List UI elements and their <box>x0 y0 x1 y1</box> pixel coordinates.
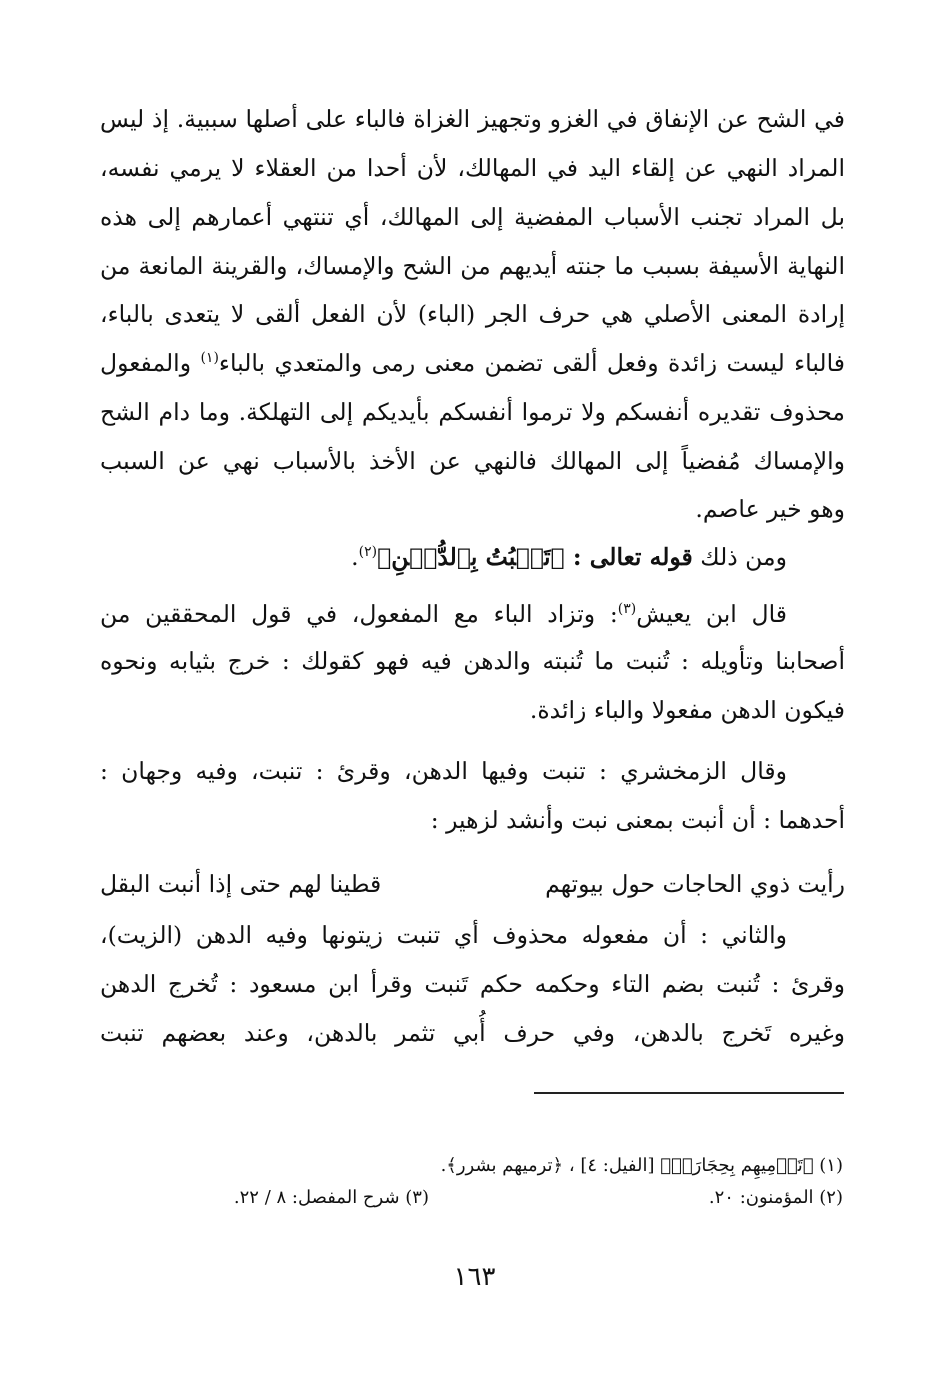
para3-line-2: أحدهما : أن أنبت بمعنى نبت وأنشد لزهير : <box>430 806 845 834</box>
footnote-ref-1: (١) <box>200 350 219 367</box>
para2-text: : وتزاد الباء مع المفعول، في قول المحققين من <box>100 600 618 628</box>
footnote-3: (٣) شرح المفصل: ٨ / ٢٢. <box>233 1187 429 1208</box>
footnote-1: (١) ﴿تَرۡمِيهِم بِحِجَارَةٖ﴾ [الفيل: ٤] ، ﴿ترميهم بشرر﴾. <box>440 1155 843 1176</box>
footnote-ref-2: (٢) <box>358 544 378 561</box>
body-line-1: في الشح عن الإنفاق في الغزو وتجهيز الغزاة فالباء على أصلها سببية. إذ ليس <box>100 105 845 133</box>
footnote-2: (٢) المؤمنون: ٢٠. <box>708 1187 843 1208</box>
para3-line-1: وقال الزمخشري : تنبت وفيها الدهن، وقرئ : تنبت، وفيه وجهان : <box>100 757 787 785</box>
body-line-6-end: والمفعول <box>100 349 201 377</box>
body-line-3: بل المراد تجنب الأسباب المفضية إلى المهالك، أي تنتهي أعمارهم إلى هذه <box>100 203 845 231</box>
verse-line <box>100 540 787 574</box>
verse-quote: قوله تعالى : ﴿تَنۢبُتُ بِٱلدُّهۡنِ﴾ <box>377 543 693 571</box>
page-number: ١٦٣ <box>453 1262 496 1292</box>
para4-line-3: وغيره تَخرج بالدهن، وفي حرف أُبي تثمر بالدهن، وعند بعضهم تنبت <box>100 1019 845 1047</box>
footnote-ref-3: (٣) <box>617 601 637 618</box>
body-line-6 <box>100 346 845 380</box>
verse-end: . <box>351 543 359 571</box>
body-line-4: النهاية الأسيفة بسبب ما جنته أيديهم من الشح والإمساك، والقرينة المانعة من <box>100 252 845 280</box>
body-line-8: والإمساك مُفضياً إلى المهالك فالنهي عن الأخذ بالأسباب نهي عن السبب <box>100 447 845 475</box>
para2-line-2: أصحابنا وتأويله : تُنبت ما تُنبته والدهن فيه فهو كقولك : خرج بثيابه ونحوه <box>100 647 845 675</box>
para2-line-3: فيكون الدهن مفعولا والباء زائدة. <box>529 696 845 724</box>
para2-line-1 <box>100 597 787 631</box>
body-line-2: المراد النهي عن إلقاء اليد في المهالك، لأن أحدا من العقلاء لا يرمي نفسه، <box>100 154 845 182</box>
footnote-separator <box>534 1092 844 1094</box>
body-line-9: وهو خير عاصم. <box>695 495 845 523</box>
body-line-6-text: فالباء ليست زائدة وفعل ألقى تضمن معنى رمى والمتعدي بالباء <box>218 349 845 377</box>
page-body <box>100 92 845 1092</box>
body-line-7: محذوف تقديره أنفسكم ولا ترموا أنفسكم بأيديكم إلى التهلكة. وما دام الشح <box>100 398 845 426</box>
poem-hemistich-left: قطينا لهم حتى إذا أنبت البقل <box>100 870 382 898</box>
body-line-5: إرادة المعنى الأصلي هي حرف الجر (الباء) لأن الفعل ألقى لا يتعدى بالباء، <box>100 300 845 328</box>
para4-line-1: والثاني : أن مفعوله محذوف أي تنبت زيتونها وفيه الدهن (الزيت)، <box>100 921 787 949</box>
para4-line-2: وقرئ : تُنبت بضم التاء وحكمه حكم تَنبت وقرأ ابن مسعود : تُخرج الدهن <box>100 970 845 998</box>
verse-intro: ومن ذلك <box>692 543 787 571</box>
para2-author: قال ابن يعيش <box>636 600 788 628</box>
poem-hemistich-right: رأيت ذوي الحاجات حول بيوتهم <box>545 870 845 898</box>
